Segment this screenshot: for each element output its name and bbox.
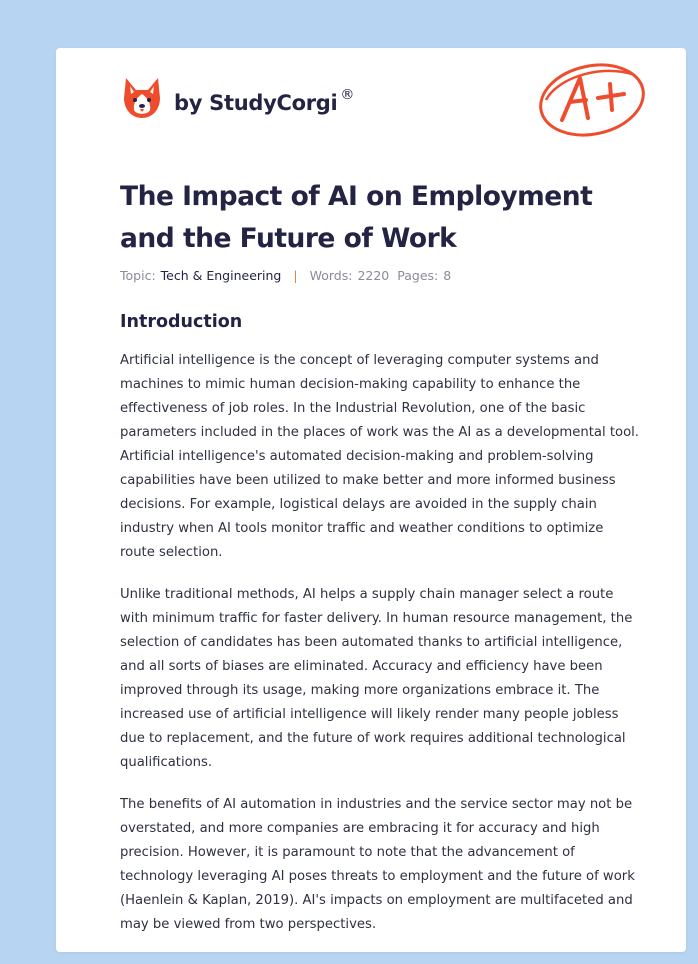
document-title: The Impact of AI on Employment and the Future of Work [120,181,593,254]
paragraph: Unlike traditional methods, AI helps a supply chain manager select a route with minimum traffic for faster delivery. In human resource management, the selection of candidates has been automated thanks to artificial intelligence, and all sorts of biases are eliminated. Accuracy and efficiency have been improved through its usage, making more organizations embrace it. The increased use of artificial intelligence will likely render many people jobless due to replacement, and the future of work requires additional technological qualifications. [120,587,633,770]
topic-link[interactable]: Tech & Engineering [160,268,282,283]
paragraph: Artificial intelligence is the concept of leveraging computer systems and machines to mimic human decision-making capability to enhance the effectiveness of job roles. In the Industrial Revolution, one of the basic parameters included in the places of work was the AI as a developmental tool. Artificial intelligence's automated decision-making and problem-solving capabilities have been utilized to make better and more informed business decisions. For example, logistical delays are avoided in the supply chain industry when AI tools monitor traffic and weather conditions to optimize route selection. [120,353,640,560]
pages-count: 8 [443,268,452,283]
grade-badge [536,60,648,144]
paragraph: The benefits of AI automation in industries and the service sector may not be overstated, and more companies are embracing it for accuracy and high precision. However, it is paramount to note that the advancement of technology leveraging AI poses threats to employment and the future of work (Haenlein & Kaplan, 2019). AI's impacts on employment are multifaceted and may be viewed from two perspectives. [120,797,635,932]
meta-separator: | [293,268,298,283]
document-body [120,349,640,952]
document-page [56,48,686,952]
pages-label: Pages: [397,268,439,283]
corgi-icon [122,76,162,120]
studycorgi-logo[interactable] [122,76,354,120]
section-heading: Introduction [120,312,243,332]
document-meta [120,268,451,283]
topic-label: Topic: [120,268,156,283]
words-label: Words: [309,268,353,283]
a-plus-stamp-icon [536,60,648,140]
words-count: 2220 [357,268,390,283]
registered-mark: ® [340,87,355,103]
brand-text: by StudyCorgi [174,91,338,115]
brand-name [174,87,355,115]
